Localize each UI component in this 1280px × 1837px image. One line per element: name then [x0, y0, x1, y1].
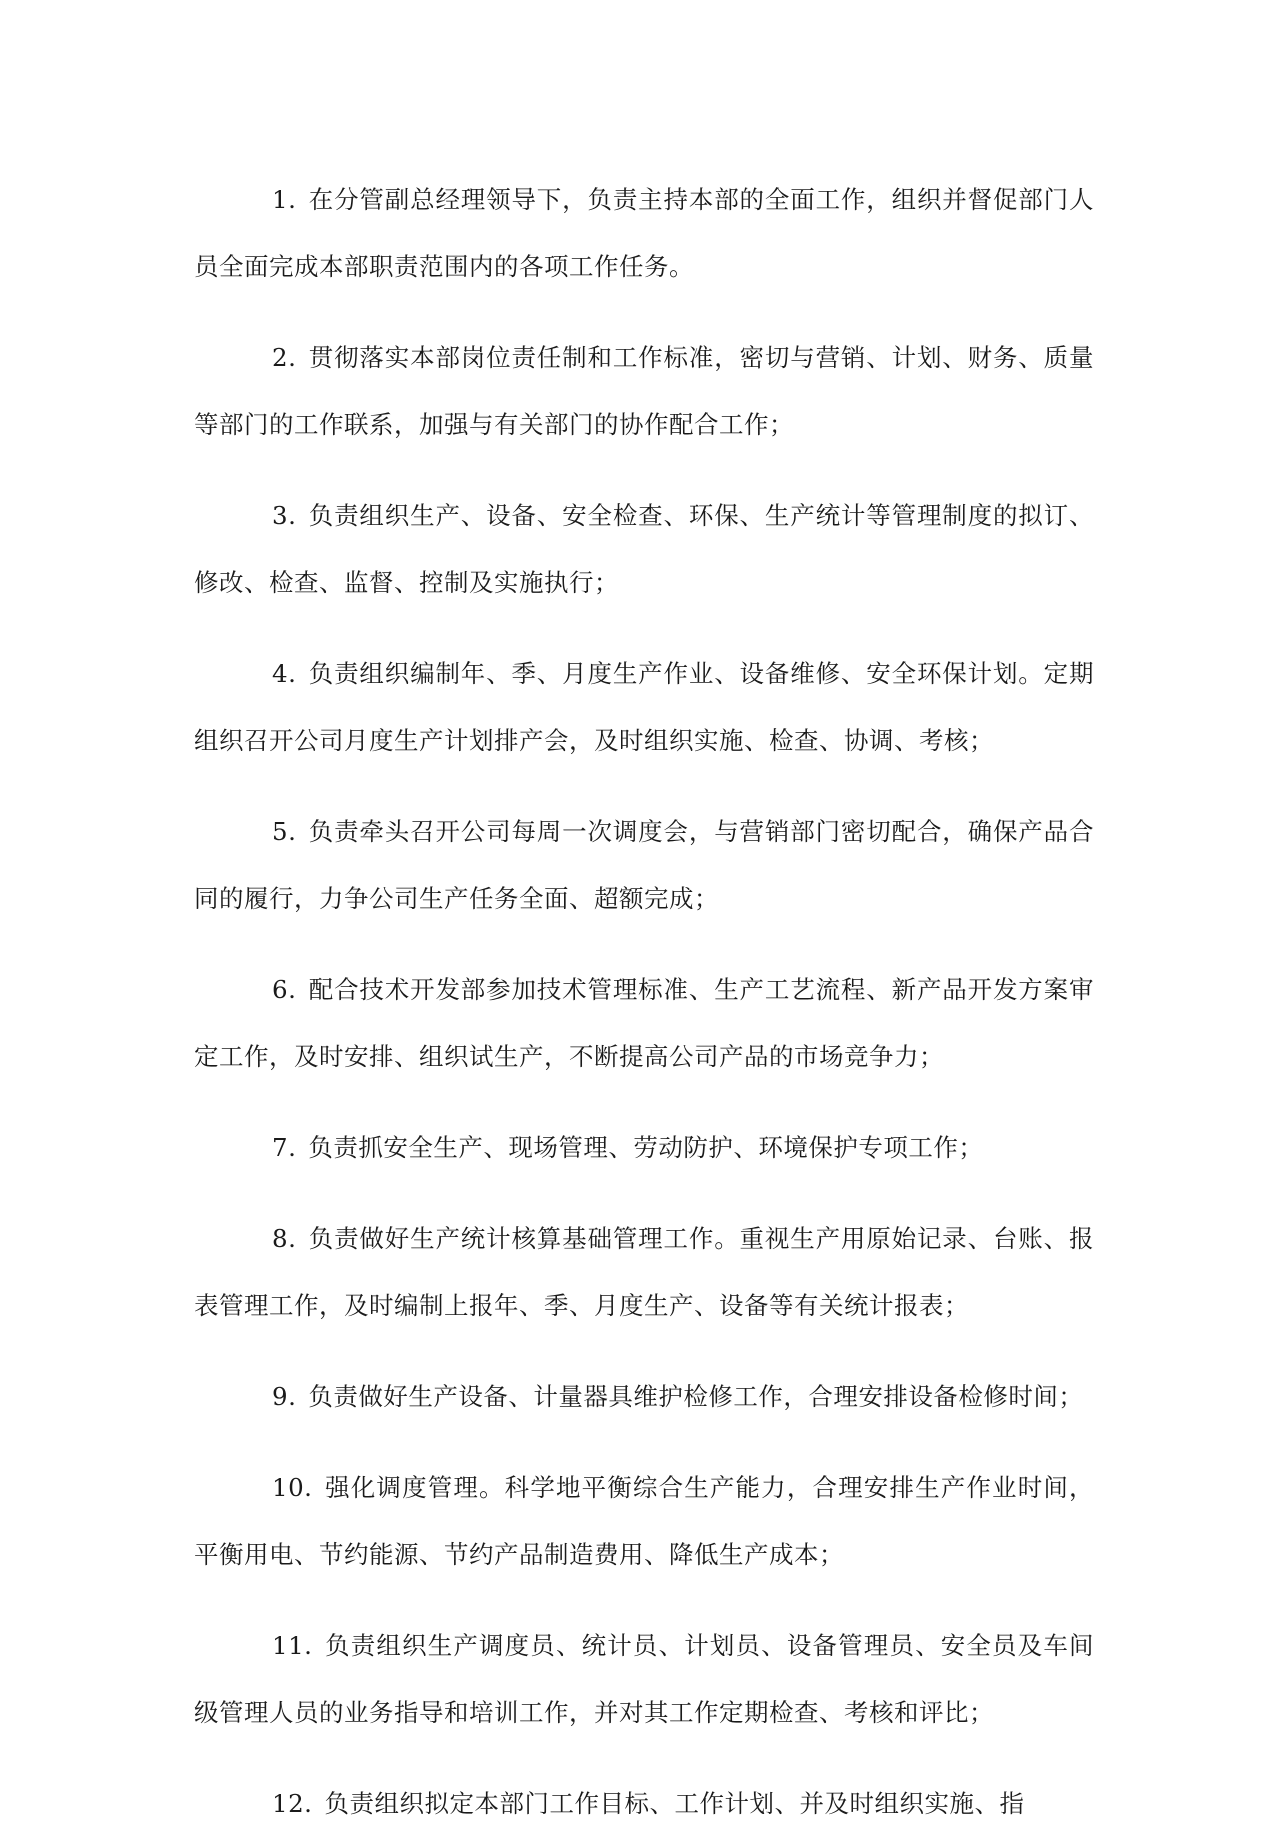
duty-item-3 — [194, 482, 1094, 616]
item-text: 负责做好生产统计核算基础管理工作。重视生产用原始记录、台账、报表管理工作，及时编制上报年、季、月度生产、设备等有关统计报表； — [194, 1224, 1094, 1320]
item-number: 2. — [272, 343, 297, 372]
item-text: 在分管副总经理领导下，负责主持本部的全面工作，组织并督促部门人员全面完成本部职责范围内的各项工作任务。 — [194, 185, 1094, 281]
duty-item-11 — [194, 1612, 1094, 1746]
item-text: 贯彻落实本部岗位责任制和工作标准，密切与营销、计划、财务、质量等部门的工作联系，加强与有关部门的协作配合工作； — [194, 343, 1094, 439]
item-text: 强化调度管理。科学地平衡综合生产能力，合理安排生产作业时间，平衡用电、节约能源、节约产品制造费用、降低生产成本； — [194, 1473, 1094, 1569]
duty-item-8 — [194, 1205, 1094, 1339]
duty-item-12 — [194, 1770, 1094, 1837]
item-number: 4. — [272, 659, 297, 688]
duty-item-5 — [194, 798, 1094, 932]
item-number: 8. — [272, 1224, 297, 1253]
item-text: 负责组织编制年、季、月度生产作业、设备维修、安全环保计划。定期组织召开公司月度生产计划排产会，及时组织实施、检查、协调、考核； — [194, 659, 1094, 755]
item-text: 负责组织生产调度员、统计员、计划员、设备管理员、安全员及车间级管理人员的业务指导和培训工作，并对其工作定期检查、考核和评比； — [194, 1631, 1094, 1727]
item-text: 负责做好生产设备、计量器具维护检修工作，合理安排设备检修时间； — [308, 1382, 1084, 1411]
duty-item-2 — [194, 324, 1094, 458]
item-number: 10. — [272, 1473, 313, 1502]
item-text: 负责牵头召开公司每周一次调度会，与营销部门密切配合，确保产品合同的履行，力争公司生产任务全面、超额完成； — [194, 817, 1094, 913]
item-text: 负责抓安全生产、现场管理、劳动防护、环境保护专项工作； — [308, 1133, 984, 1162]
item-text: 负责组织拟定本部门工作目标、工作计划、并及时组织实施、指 — [324, 1789, 1025, 1818]
duty-item-6 — [194, 956, 1094, 1090]
item-number: 6. — [272, 975, 297, 1004]
item-text: 配合技术开发部参加技术管理标准、生产工艺流程、新产品开发方案审定工作，及时安排、组织试生产，不断提高公司产品的市场竞争力； — [194, 975, 1094, 1071]
item-number: 9. — [272, 1382, 297, 1411]
item-number: 12. — [272, 1789, 313, 1818]
duty-item-7 — [194, 1114, 1094, 1181]
item-number: 3. — [272, 501, 297, 530]
item-number: 1. — [272, 185, 297, 214]
item-number: 5. — [272, 817, 297, 846]
duty-item-4 — [194, 640, 1094, 774]
item-number: 7. — [272, 1133, 297, 1162]
item-text: 负责组织生产、设备、安全检查、环保、生产统计等管理制度的拟订、修改、检查、监督、控制及实施执行； — [194, 501, 1094, 597]
item-number: 11. — [272, 1631, 313, 1660]
duty-item-1 — [194, 166, 1094, 300]
duty-item-9 — [194, 1363, 1094, 1430]
duty-item-10 — [194, 1454, 1094, 1588]
